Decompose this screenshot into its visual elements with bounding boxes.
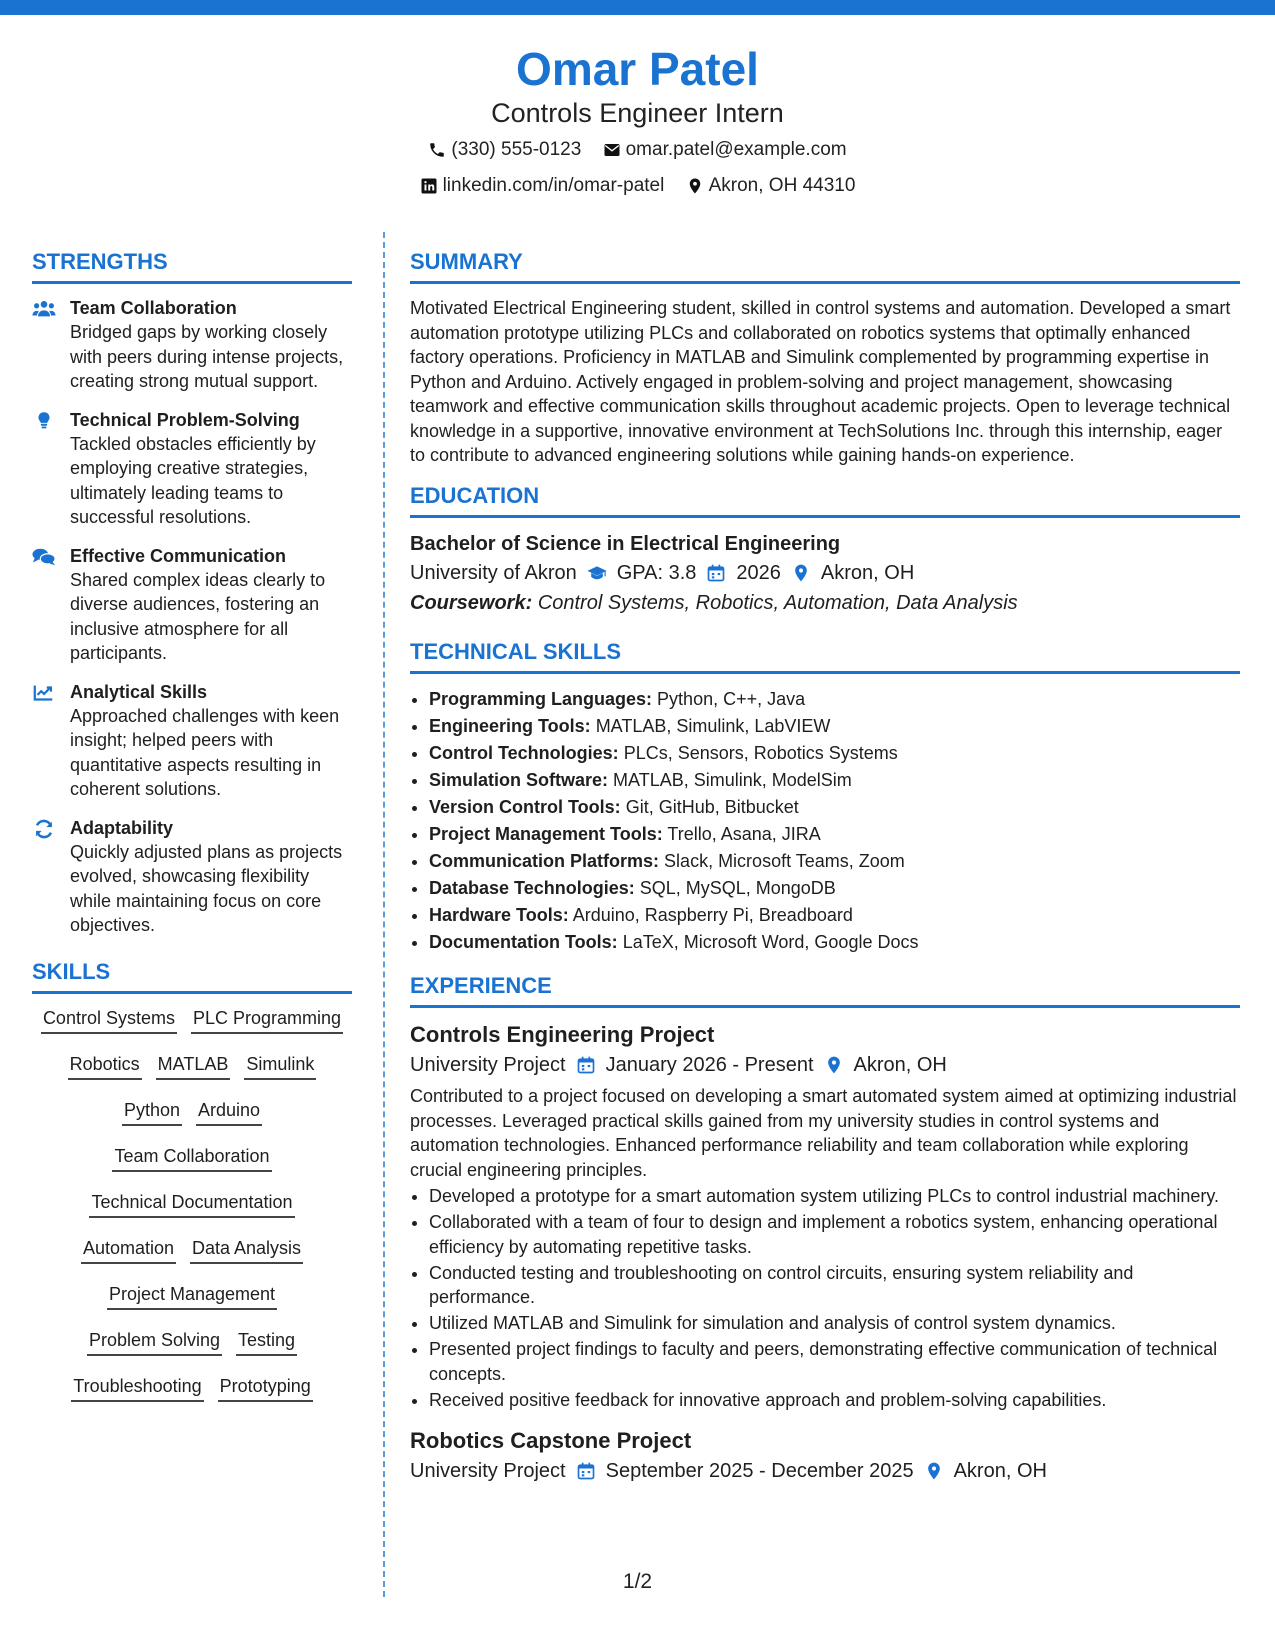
phone-contact bbox=[428, 134, 581, 166]
skill-tag: Problem Solving bbox=[87, 1328, 222, 1356]
skill-row bbox=[32, 1098, 352, 1126]
project-bullet: • Received positive feedback for innovative approach and problem-solving capabilities. bbox=[429, 1388, 1240, 1413]
map-marker-icon bbox=[924, 1461, 944, 1481]
technical-skill-item bbox=[429, 767, 1240, 794]
contact-row-1 bbox=[0, 134, 1275, 170]
skill-tag: PLC Programming bbox=[191, 1006, 343, 1034]
skill-tag: Arduino bbox=[196, 1098, 262, 1126]
strength-description: Approached challenges with keen insight; helped peers with quantitative aspects resulting in coherent solutions. bbox=[70, 705, 340, 799]
school-name: University of Akron bbox=[410, 561, 577, 584]
project-title: Controls Engineering Project bbox=[410, 1022, 715, 1048]
project-dates: September 2025 - December 2025 bbox=[605, 1460, 914, 1483]
coursework-list: Control Systems, Robotics, Automation, Data Analysis bbox=[537, 591, 1018, 614]
project-bullets bbox=[410, 1184, 1240, 1412]
location-contact bbox=[686, 170, 856, 202]
technical-skill-label: Project Management Tools: bbox=[429, 823, 663, 844]
technical-skill-label: Documentation Tools: bbox=[429, 932, 618, 953]
technical-skill-value: Slack, Microsoft Teams, Zoom bbox=[664, 851, 905, 872]
strengths-heading: STRENGTHS bbox=[32, 248, 352, 284]
lightbulb-icon bbox=[32, 410, 56, 432]
technical-skill-label: Engineering Tools: bbox=[429, 715, 591, 736]
strength-title: Team Collaboration bbox=[70, 298, 237, 318]
phone-icon bbox=[428, 141, 446, 159]
technical-skill-item bbox=[429, 821, 1240, 848]
strength-title: Technical Problem-Solving bbox=[70, 409, 300, 430]
calendar-icon bbox=[576, 1055, 596, 1075]
project-description: Contributed to a project focused on developing a smart automated system aimed at optimizing industrial processes. Leveraged practical skills gained from my university studies in control systems and automation technologies. Enhanced performance reliability and team collaboration while exploring crucial engineering principles. bbox=[410, 1086, 1237, 1180]
column-divider bbox=[383, 232, 385, 1597]
candidate-title: Controls Engineer Intern bbox=[491, 98, 784, 128]
project-bullet: • Developed a prototype for a smart automation system utilizing PLCs to control industrial machinery. bbox=[429, 1184, 1240, 1209]
sync-icon bbox=[32, 818, 56, 840]
skill-row bbox=[32, 1236, 352, 1264]
technical-skill-label: Database Technologies: bbox=[429, 878, 635, 899]
project-bullet: • Conducted testing and troubleshooting on control circuits, ensuring system reliability and performance. bbox=[429, 1261, 1240, 1310]
technical-skill-value: Trello, Asana, JIRA bbox=[667, 823, 821, 844]
skill-tag: Robotics bbox=[68, 1052, 142, 1080]
strength-title: Analytical Skills bbox=[70, 681, 208, 702]
skill-row bbox=[32, 1282, 352, 1310]
technical-skill-value: Git, GitHub, Bitbucket bbox=[625, 796, 799, 817]
technical-skill-item bbox=[429, 713, 1240, 740]
skill-tag: Project Management bbox=[107, 1282, 277, 1310]
project-dates: January 2026 - Present bbox=[605, 1054, 814, 1077]
technical-skill-label: Hardware Tools: bbox=[429, 905, 569, 926]
education-meta bbox=[410, 558, 1240, 588]
strength-title: Adaptability bbox=[70, 817, 174, 838]
strength-description: Shared complex ideas clearly to diverse audiences, fostering an inclusive atmosphere for all participants. bbox=[70, 569, 326, 663]
education-location: Akron, OH bbox=[820, 561, 915, 584]
skill-row bbox=[32, 1006, 352, 1034]
technical-skill-item bbox=[429, 686, 1240, 713]
coursework bbox=[410, 588, 1240, 618]
summary-heading: SUMMARY bbox=[410, 248, 1240, 284]
skill-tag: Prototyping bbox=[218, 1374, 313, 1402]
project-title: Robotics Capstone Project bbox=[410, 1428, 692, 1454]
technical-skill-value: LaTeX, Microsoft Word, Google Docs bbox=[622, 932, 919, 953]
top-accent-bar bbox=[0, 0, 1275, 15]
gpa-text: GPA: 3.8 bbox=[616, 561, 697, 584]
project-org: University Project bbox=[410, 1460, 566, 1483]
project-meta bbox=[410, 1050, 1240, 1080]
project-bullet: • Utilized MATLAB and Simulink for simulation and analysis of control system dynamics. bbox=[429, 1311, 1240, 1336]
graduation-year: 2026 bbox=[736, 561, 781, 584]
skill-row bbox=[32, 1052, 352, 1080]
phone-text: (330) 555-0123 bbox=[451, 139, 582, 160]
skill-row bbox=[32, 1374, 352, 1402]
email-contact[interactable] bbox=[603, 134, 847, 166]
summary-text: Motivated Electrical Engineering student, skilled in control systems and automation. Developed a smart automation prototype utilizing PLCs and collaborated on robotics systems that optimally enhanced factory operations. Proficiency in MATLAB and Simulink complemented by programming expertise in Python and Arduino. Actively engaged in problem-solving and project management, showcasing teamwork and effective communication skills throughout academic projects. Open to leverage technical knowledge in a supportive, innovative environment at TechSolutions Inc. through this internship, eager to contribute to advanced engineering solutions while gaining hands-on experience. bbox=[410, 298, 1231, 465]
technical-skill-item bbox=[429, 740, 1240, 767]
map-marker-icon bbox=[686, 177, 704, 195]
education-heading: EDUCATION bbox=[410, 482, 1240, 518]
skill-row bbox=[32, 1144, 352, 1172]
technical-skill-item bbox=[429, 875, 1240, 902]
technical-skill-value: Arduino, Raspberry Pi, Breadboard bbox=[572, 905, 853, 926]
technical-skill-item bbox=[429, 794, 1240, 821]
technical-skill-label: Programming Languages: bbox=[429, 688, 653, 709]
map-marker-icon bbox=[824, 1055, 844, 1075]
linkedin-contact[interactable] bbox=[420, 170, 665, 202]
right-column bbox=[410, 248, 1240, 1486]
graduation-cap-icon bbox=[587, 563, 607, 583]
project-bullet: • Presented project findings to faculty and peers, demonstrating effective communication of technical concepts. bbox=[429, 1337, 1240, 1386]
users-icon bbox=[32, 298, 56, 320]
technical-skill-value: Python, C++, Java bbox=[657, 688, 806, 709]
linkedin-icon bbox=[420, 177, 438, 195]
technical-skills-list bbox=[410, 686, 1240, 957]
location-text: Akron, OH 44310 bbox=[708, 175, 856, 196]
technical-skill-label: Simulation Software: bbox=[429, 769, 609, 790]
skill-tag: Python bbox=[122, 1098, 182, 1126]
strength-description: Quickly adjusted plans as projects evolved, showcasing flexibility while maintaining focus on core objectives. bbox=[70, 841, 343, 935]
skill-tag: Data Analysis bbox=[190, 1236, 303, 1264]
technical-skills-heading: TECHNICAL SKILLS bbox=[410, 638, 1240, 674]
strength-item bbox=[32, 408, 352, 530]
technical-skill-item bbox=[429, 902, 1240, 929]
skill-row bbox=[32, 1328, 352, 1356]
linkedin-text: linkedin.com/in/omar-patel bbox=[442, 175, 665, 196]
skill-tag: MATLAB bbox=[156, 1052, 231, 1080]
skill-tag: Simulink bbox=[244, 1052, 316, 1080]
envelope-icon bbox=[603, 141, 621, 159]
skill-tag: Troubleshooting bbox=[71, 1374, 203, 1402]
skill-row bbox=[32, 1190, 352, 1218]
page-number: 1/2 bbox=[622, 1570, 653, 1593]
experience-heading: EXPERIENCE bbox=[410, 972, 1240, 1008]
technical-skill-label: Version Control Tools: bbox=[429, 796, 621, 817]
coursework-label: Coursework: bbox=[410, 591, 533, 614]
skill-tag: Automation bbox=[81, 1236, 176, 1264]
contact-row-2 bbox=[0, 170, 1275, 206]
strength-item bbox=[32, 544, 352, 666]
technical-skill-value: SQL, MySQL, MongoDB bbox=[639, 878, 836, 899]
skill-tag: Team Collaboration bbox=[112, 1144, 271, 1172]
calendar-icon bbox=[576, 1461, 596, 1481]
strength-description: Tackled obstacles efficiently by employing creative strategies, ultimately leading teams to successful resolutions. bbox=[70, 433, 316, 527]
calendar-icon bbox=[706, 563, 726, 583]
strength-item bbox=[32, 296, 352, 394]
technical-skill-label: Control Technologies: bbox=[429, 742, 619, 763]
strength-description: Bridged gaps by working closely with peers during intense projects, creating strong mutual support. bbox=[70, 322, 344, 391]
email-text: omar.patel@example.com bbox=[625, 139, 847, 160]
left-column bbox=[32, 248, 352, 1420]
technical-skill-item bbox=[429, 929, 1240, 956]
skill-tag: Control Systems bbox=[41, 1006, 177, 1034]
chart-line-icon bbox=[32, 682, 56, 704]
project-bullet: • Collaborated with a team of four to design and implement a robotics system, enhancing operational efficiency by automating repetitive tasks. bbox=[429, 1210, 1240, 1259]
strength-title: Effective Communication bbox=[70, 545, 287, 566]
technical-skill-label: Communication Platforms: bbox=[429, 851, 660, 872]
degree-title: Bachelor of Science in Electrical Engineering bbox=[410, 532, 841, 555]
technical-skill-item bbox=[429, 848, 1240, 875]
skills-heading: SKILLS bbox=[32, 958, 352, 994]
strength-item bbox=[32, 816, 352, 938]
strength-item bbox=[32, 680, 352, 802]
resume-header bbox=[0, 42, 1275, 206]
skill-tag: Technical Documentation bbox=[89, 1190, 294, 1218]
skill-tag: Testing bbox=[236, 1328, 297, 1356]
technical-skill-value: MATLAB, Simulink, ModelSim bbox=[613, 769, 852, 790]
candidate-name: Omar Patel bbox=[516, 43, 759, 95]
project-location: Akron, OH bbox=[953, 1460, 1047, 1483]
project-meta bbox=[410, 1456, 1240, 1486]
comments-icon bbox=[32, 546, 56, 568]
project-org: University Project bbox=[410, 1054, 566, 1077]
technical-skill-value: PLCs, Sensors, Robotics Systems bbox=[623, 742, 898, 763]
project-location: Akron, OH bbox=[853, 1054, 947, 1077]
skills-tag-list bbox=[32, 1006, 352, 1402]
technical-skill-value: MATLAB, Simulink, LabVIEW bbox=[595, 715, 831, 736]
map-marker-icon bbox=[791, 563, 811, 583]
